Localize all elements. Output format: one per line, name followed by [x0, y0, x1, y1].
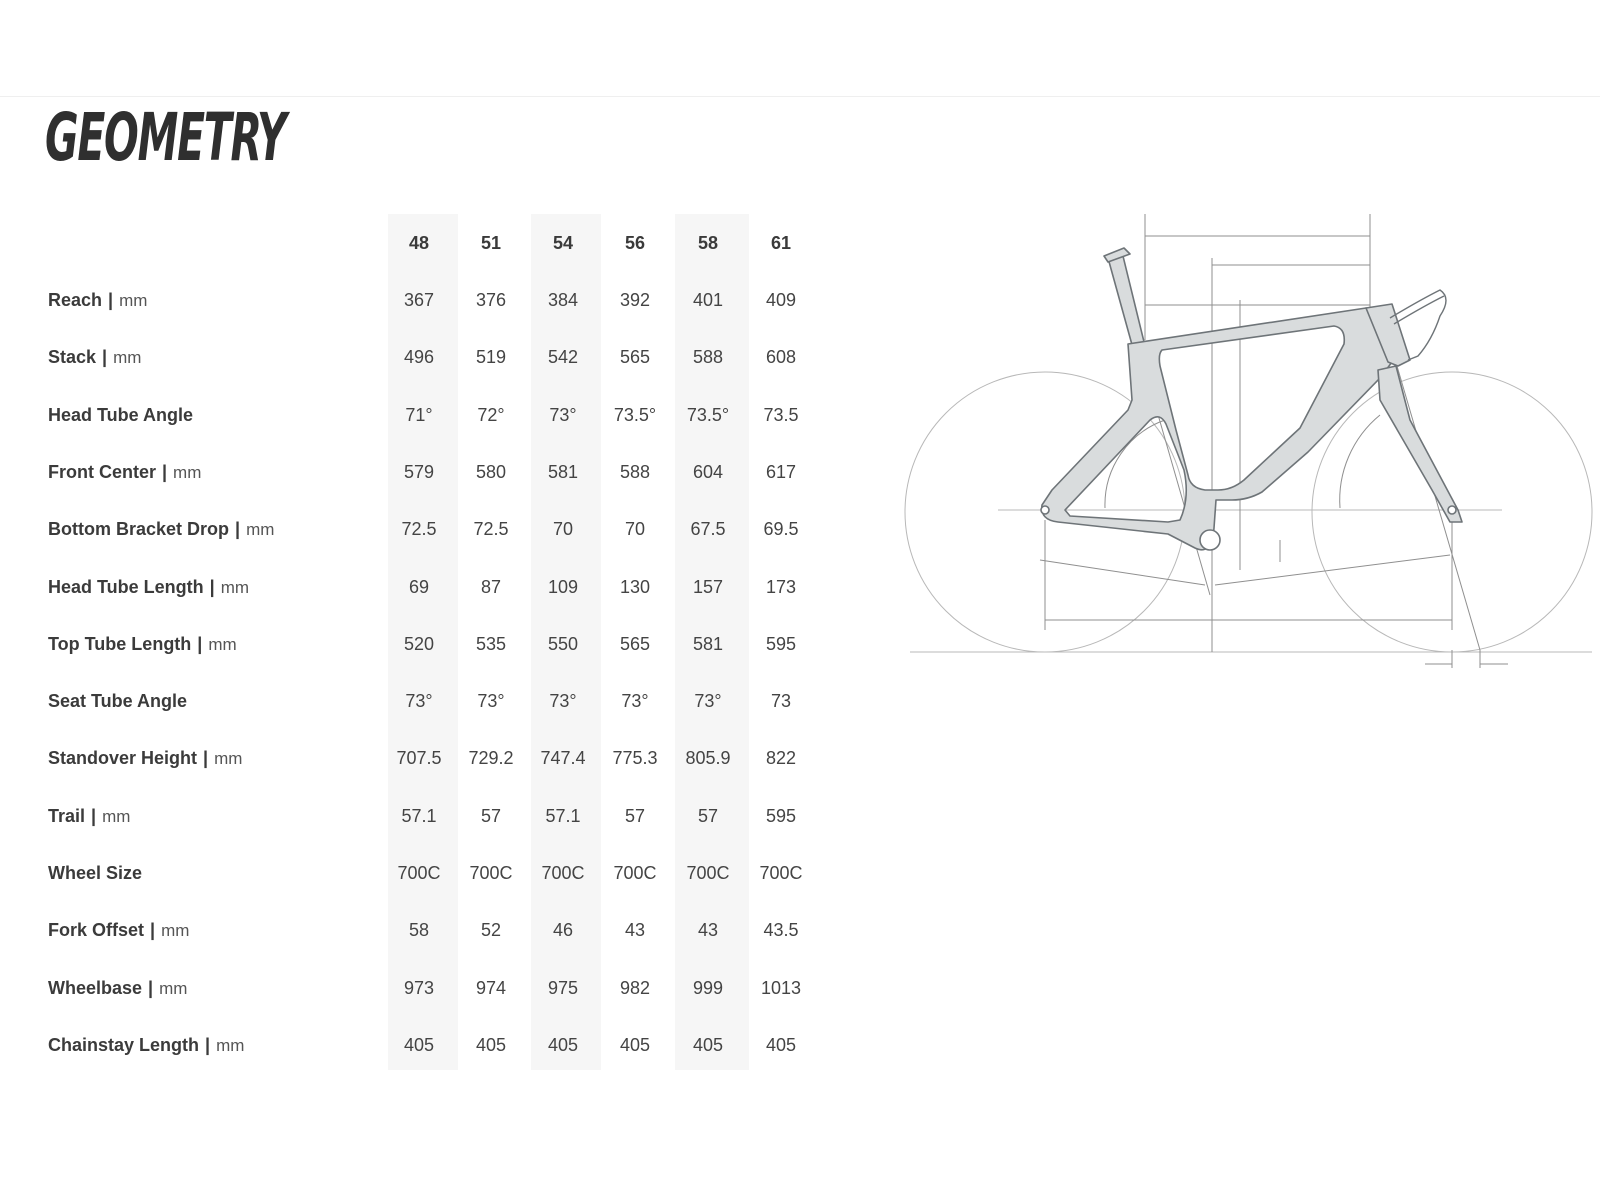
cell-size-58: 43	[697, 920, 719, 940]
cell-size-56: 405	[619, 1035, 651, 1055]
cell-size-51: 974	[475, 978, 507, 998]
cell-size-61: 409	[765, 290, 797, 310]
cell-size-51: 73°	[477, 691, 505, 711]
cell-size-51: 729.2	[468, 748, 514, 768]
cell-size-58: 401	[692, 290, 724, 310]
cell-size-56: 565	[619, 347, 651, 367]
size-header-56: 56	[624, 233, 646, 253]
cell-size-56: 775.3	[612, 748, 658, 768]
table-row	[0, 509, 820, 549]
table-row	[0, 452, 820, 492]
row-label: Head Tube Length | mm	[48, 577, 250, 597]
table-row	[0, 567, 820, 607]
cell-size-58: 67.5	[690, 519, 726, 539]
cell-size-61: 822	[765, 748, 797, 768]
cell-size-54: 73°	[549, 405, 577, 425]
cell-size-61: 73.5	[763, 405, 799, 425]
row-label: Reach | mm	[48, 290, 148, 310]
row-unit: mm	[113, 348, 142, 367]
row-unit: mm	[159, 979, 188, 998]
cell-size-54: 46	[552, 920, 574, 940]
cell-size-58: 57	[697, 806, 719, 826]
row-label: Trail | mm	[48, 806, 131, 826]
table-row	[0, 738, 820, 778]
cell-size-51: 535	[475, 634, 507, 654]
cell-size-48: 73°	[405, 691, 433, 711]
cell-size-58: 73.5°	[686, 405, 730, 425]
table-row	[0, 1025, 820, 1065]
cell-size-54: 70	[552, 519, 574, 539]
cell-size-61: 73	[770, 691, 792, 711]
row-label: Wheelbase | mm	[48, 978, 188, 998]
row-unit: mm	[173, 463, 202, 482]
cell-size-61: 595	[765, 634, 797, 654]
row-label: Standover Height | mm	[48, 748, 243, 768]
cell-size-54: 109	[547, 577, 579, 597]
cell-size-61: 700C	[759, 863, 803, 883]
cell-size-58: 157	[692, 577, 724, 597]
cell-size-51: 405	[475, 1035, 507, 1055]
cell-size-54: 747.4	[540, 748, 586, 768]
table-row	[0, 280, 820, 320]
cell-size-54: 700C	[541, 863, 585, 883]
seatpost	[1108, 252, 1146, 352]
row-unit: mm	[214, 749, 243, 768]
cell-size-51: 376	[475, 290, 507, 310]
cell-size-54: 405	[547, 1035, 579, 1055]
cell-size-56: 982	[619, 978, 651, 998]
cell-size-58: 700C	[686, 863, 730, 883]
cell-size-48: 496	[403, 347, 435, 367]
cell-size-48: 405	[403, 1035, 435, 1055]
row-label: Head Tube Angle	[48, 405, 194, 425]
cell-size-56: 70	[624, 519, 646, 539]
table-row	[0, 395, 820, 435]
cell-size-51: 519	[475, 347, 507, 367]
cell-size-58: 405	[692, 1035, 724, 1055]
cell-size-61: 617	[765, 462, 797, 482]
cell-size-54: 550	[547, 634, 579, 654]
cell-size-54: 384	[547, 290, 579, 310]
cell-size-58: 604	[692, 462, 724, 482]
cell-size-54: 73°	[549, 691, 577, 711]
row-label: Top Tube Length | mm	[48, 634, 237, 654]
row-unit: mm	[102, 807, 131, 826]
row-unit: mm	[246, 520, 275, 539]
row-label: Stack | mm	[48, 347, 142, 367]
cell-size-48: 700C	[397, 863, 441, 883]
cell-size-48: 367	[403, 290, 435, 310]
row-label: Bottom Bracket Drop | mm	[48, 519, 275, 539]
row-label: Chainstay Length | mm	[48, 1035, 245, 1055]
cell-size-51: 700C	[469, 863, 513, 883]
cell-size-56: 57	[624, 806, 646, 826]
cell-size-58: 805.9	[685, 748, 731, 768]
cell-size-61: 405	[765, 1035, 797, 1055]
row-unit: mm	[119, 291, 148, 310]
row-label: Front Center | mm	[48, 462, 202, 482]
row-label: Wheel Size	[48, 863, 143, 883]
row-unit: mm	[220, 578, 250, 597]
size-header-54: 54	[552, 233, 574, 253]
cell-size-48: 69	[408, 577, 430, 597]
size-header-48: 48	[408, 233, 430, 253]
cell-size-61: 1013	[760, 978, 802, 998]
cell-size-51: 52	[480, 920, 502, 940]
cell-size-48: 71°	[405, 405, 433, 425]
size-header-58: 58	[697, 233, 719, 253]
bottom-bracket	[1200, 530, 1220, 550]
cell-size-56: 392	[619, 290, 651, 310]
rear-dropout	[1041, 506, 1049, 514]
cell-size-48: 72.5	[401, 519, 437, 539]
cell-size-51: 72°	[477, 405, 505, 425]
cell-size-48: 520	[403, 634, 435, 654]
cell-size-48: 973	[403, 978, 435, 998]
cell-size-61: 43.5	[763, 920, 799, 940]
cell-size-56: 588	[619, 462, 651, 482]
cell-size-54: 581	[547, 462, 579, 482]
cell-size-51: 72.5	[473, 519, 509, 539]
front-dropout	[1448, 506, 1456, 514]
cell-size-54: 57.1	[545, 806, 581, 826]
cell-size-51: 57	[480, 806, 502, 826]
table-row	[0, 681, 820, 721]
fork	[1378, 366, 1462, 522]
cell-size-61: 608	[765, 347, 797, 367]
bike-geometry-diagram	[900, 210, 1600, 680]
cell-size-61: 595	[765, 806, 797, 826]
cell-size-61: 69.5	[763, 519, 799, 539]
cell-size-61: 173	[765, 577, 797, 597]
table-row	[0, 910, 820, 950]
cell-size-56: 130	[619, 577, 651, 597]
cell-size-54: 542	[547, 347, 579, 367]
cell-size-48: 707.5	[396, 748, 442, 768]
row-unit: mm	[216, 1036, 245, 1055]
cell-size-58: 999	[692, 978, 724, 998]
cell-size-56: 73.5°	[613, 405, 657, 425]
row-unit: mm	[208, 635, 237, 654]
size-header-51: 51	[480, 233, 502, 253]
row-unit: mm	[161, 921, 190, 940]
cell-size-58: 73°	[694, 691, 722, 711]
row-label: Seat Tube Angle	[48, 691, 188, 711]
cell-size-56: 43	[624, 920, 646, 940]
cell-size-48: 57.1	[401, 806, 437, 826]
cell-size-58: 581	[692, 634, 724, 654]
row-label: Fork Offset | mm	[48, 920, 190, 940]
cell-size-56: 565	[619, 634, 651, 654]
table-row	[0, 337, 820, 377]
size-header-61: 61	[770, 233, 792, 253]
cell-size-58: 588	[692, 347, 724, 367]
cell-size-56: 700C	[613, 863, 657, 883]
table-row	[0, 968, 820, 1008]
cell-size-54: 975	[547, 978, 579, 998]
table-row	[0, 796, 820, 836]
cell-size-56: 73°	[621, 691, 649, 711]
page-title: GEOMETRY	[45, 99, 286, 176]
cell-size-51: 87	[480, 577, 502, 597]
cell-size-51: 580	[475, 462, 507, 482]
table-row	[0, 624, 820, 664]
table-row	[0, 853, 820, 893]
cell-size-48: 579	[403, 462, 435, 482]
cell-size-48: 58	[408, 920, 430, 940]
